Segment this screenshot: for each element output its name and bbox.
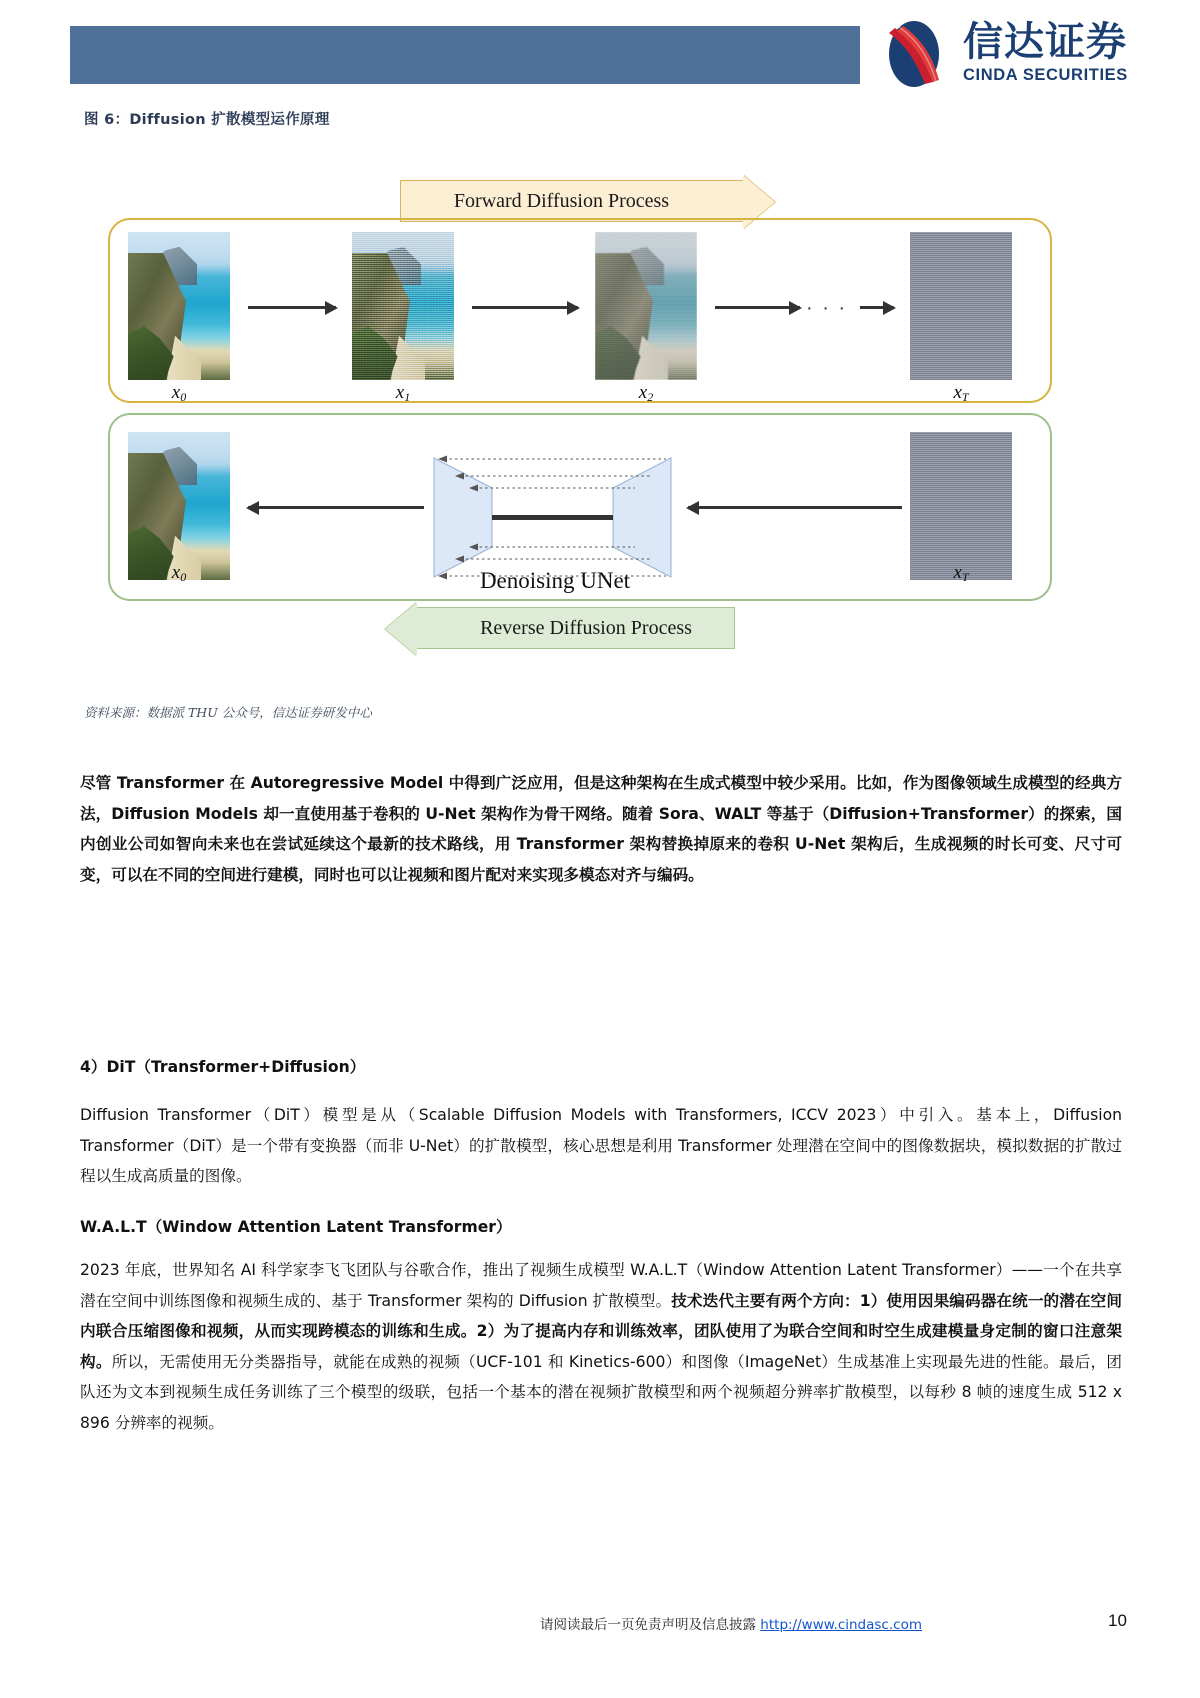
footer-url-link[interactable]: http://www.cindasc.com [760, 1617, 922, 1633]
walt-text-bold: 技术迭代主要有两个方向：1）使用因果编码器在统一的潜在空间内联合压缩图像和视频，从而实现跨模态的训练和生成。2）为了提高内存和训练效率，团队使用了为联合空间和时空生成建模量身定制的窗口注意架构。 [80, 1291, 1122, 1371]
forward-diffusion-banner: Forward Diffusion Process [400, 180, 745, 222]
figure-source-note: 资料来源：数据派 THU 公众号，信达证券研发中心 [84, 705, 372, 720]
diffusion-figure [100, 170, 1060, 690]
forward-arrow-4 [860, 306, 894, 309]
reverse-label-x0: $x_0$ [171, 562, 187, 584]
header-banner-bar [70, 26, 860, 84]
logo-chinese-name: 信达证券 [963, 19, 1127, 65]
forward-image-x0 [128, 232, 230, 380]
denoising-unet-label: Denoising UNet [479, 568, 631, 593]
reverse-image-x0 [128, 432, 230, 580]
forward-label-x0: $x_0$ [171, 382, 187, 404]
figure-title: 图 6：Diffusion 扩散模型运作原理 [84, 112, 330, 128]
walt-text-part2: 所以，无需使用无分类器指导，就能在成熟的视频（UCF-101 和 Kinetics-600）和图像（ImageNet）生成基准上实现最先进的性能。最后，团队还为文本到视频生成任务训练了三个模型的级联，包括一个基本的潜在视频扩散模型和两个视频超分辨率扩散模型，以每秒 8 帧的速度生成 512 x 896 分辨率的视频。 [80, 1352, 1122, 1432]
page-number: 10 [1108, 1611, 1127, 1630]
reverse-label-xT: $x_T$ [953, 562, 969, 584]
company-logo [875, 18, 1180, 90]
reverse-image-xT [910, 432, 1012, 580]
forward-label-x1: $x_1$ [395, 382, 411, 404]
forward-label-x2: $x_2$ [638, 382, 654, 404]
reverse-diffusion-banner: Reverse Diffusion Process [415, 607, 735, 649]
walt-text-part1: 2023 年底，世界知名 AI 科学家李飞飞团队与谷歌合作，推出了视频生成模型 W.A.L.T（Window Attention Latent Transformer）——一个在共享潜在空间中训练图像和视频生成的、基于 Transformer 架构的 Diffusion 扩散模型。 [80, 1261, 1122, 1310]
forward-image-x1 [352, 232, 454, 380]
footer-disclaimer-line [540, 1613, 922, 1633]
paragraph-transformer-diffusion: 尽管 Transformer 在 Autoregressive Model 中得到广泛应用，但是这种架构在生成式模型中较少采用。比如，作为图像领域生成模型的经典方法，Diffusion Models 却一直使用基于卷积的 U-Net 架构作为骨干网络。随着 Sora、WALT 等基于（Diffusion+Transformer）的探索，国内创业公司如智向未来也在尝试延续这个最新的技术路线，用 Transformer 架构替换掉原来的卷积 U-Net 架构后，生成视频的时长可变、尺寸可变，可以在不同的空间进行建模，同时也可以让视频和图片配对来实现多模态对齐与编码。 [80, 774, 1122, 884]
forward-arrow-1 [248, 306, 336, 309]
reverse-arrow-right [688, 506, 902, 509]
denoising-unet-diagram [430, 455, 675, 580]
cinda-logo-icon [875, 20, 953, 88]
footer-disclaimer-text: 请阅读最后一页免责声明及信息披露 [540, 1617, 756, 1633]
forward-image-x2 [595, 232, 697, 380]
paragraph-dit: Diffusion Transformer（DiT）模型是从（Scalable Diffusion Models with Transformers, ICCV 2023）中引入。基本上，Diffusion Transformer（DiT）是一个带有变换器（而非 U-Net）的扩散模型，核心思想是利用 Transformer 处理潜在空间中的图像数据块，模拟数据的扩散过程以生成高质量的图像。 [80, 1106, 1122, 1185]
page-header [0, 0, 1200, 100]
forward-arrow-3 [715, 306, 800, 309]
heading-walt: W.A.L.T（Window Attention Latent Transformer） [80, 1218, 512, 1236]
heading-dit: 4）DiT（Transformer+Diffusion） [80, 1058, 366, 1076]
forward-label-xT: $x_T$ [953, 382, 969, 404]
paragraph-walt [80, 1255, 1122, 1438]
logo-text-block [963, 20, 1178, 85]
reverse-arrow-left [248, 506, 424, 509]
forward-arrow-2 [472, 306, 578, 309]
logo-english-name: CINDA SECURITIES [963, 66, 1128, 84]
forward-image-xT [910, 232, 1012, 380]
forward-ellipsis: · · · [806, 297, 848, 319]
